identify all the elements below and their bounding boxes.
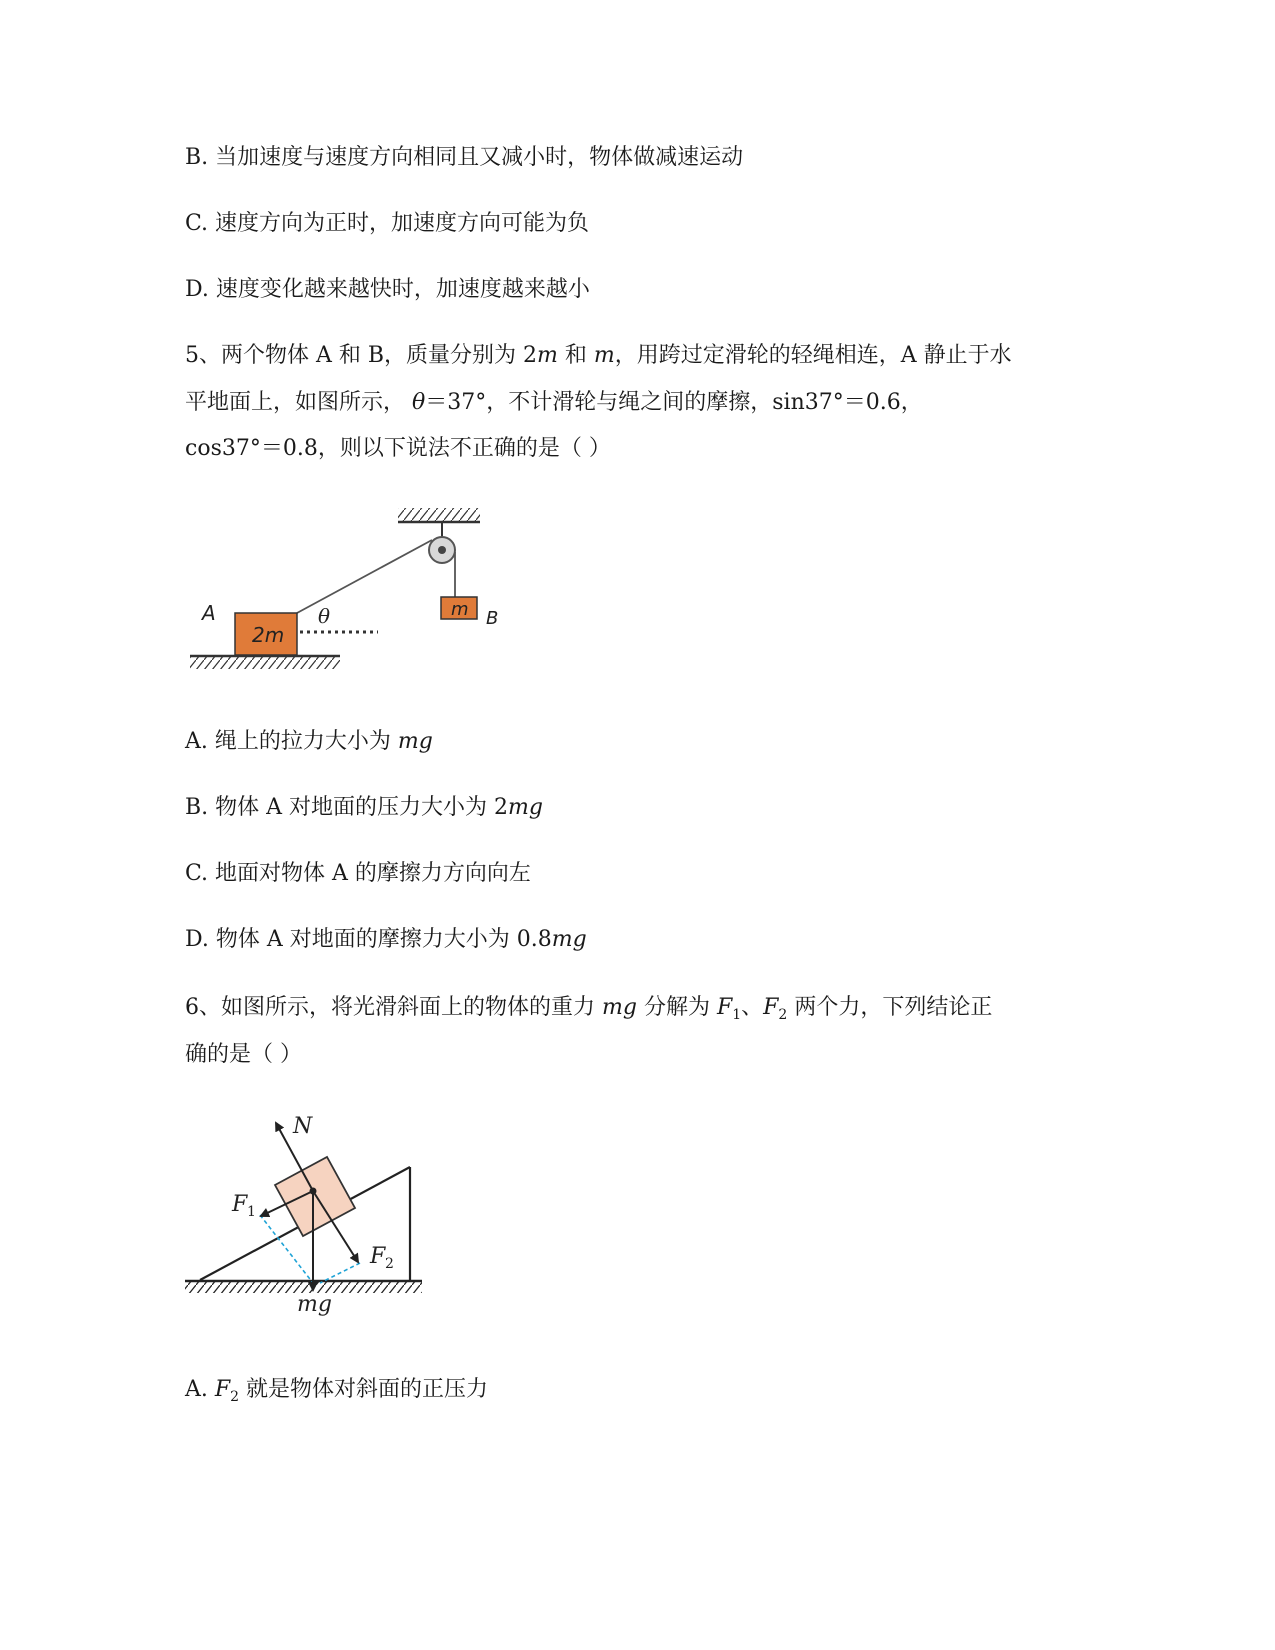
q6-f-symbol: F [214,1377,231,1402]
q5-option-a [185,727,433,757]
q6-option-a [185,1375,488,1412]
q5-theta-symbol: θ [412,390,426,415]
label-n: N [293,1114,313,1139]
box-a-label: 2m [252,623,285,647]
label-a: A [202,601,216,625]
q5-option-text: D. 物体 A 对地面的摩擦力大小为 0.8 [185,927,552,952]
q6-subscript: 2 [230,1389,240,1405]
q5-mass-symbol: m [593,343,615,368]
q6-subscript: 1 [732,1007,742,1023]
q5-option-text: A. 绳上的拉力大小为 [185,729,398,754]
ceiling-hatch [398,508,480,522]
box-b-label: m [451,599,469,620]
angle-theta: θ [318,604,331,628]
q6-stem-line2: 确的是（ ） [185,1042,302,1067]
block [275,1157,355,1236]
q4-option-c: C. 速度方向为正时，加速度方向可能为负 [185,211,590,236]
q6-f-symbol: F [763,995,779,1020]
block-center [310,1188,317,1195]
q5-option-symbol: mg [397,729,433,754]
q6-text: 两个力，下列结论正 [787,995,993,1020]
q4-option-b: B. 当加速度与速度方向相同且又减小时，物体做减速运动 [185,145,744,170]
q4-option-d: D. 速度变化越来越快时，加速度越来越小 [185,277,590,302]
pulley-axle [438,546,446,554]
q5-option-b [185,793,543,823]
q6-text: 分解为 [636,995,717,1020]
rope-inclined [297,540,432,613]
q5-text: ，用跨过定滑轮的轻绳相连，A 静止于水 [614,343,1012,368]
ground-hatch [190,657,340,669]
label-f1-sub: 1 [247,1204,256,1220]
q5-text: 和 [557,343,594,368]
q5-text: 平地面上，如图所示， [185,390,412,415]
q5-mass-symbol: m [537,343,558,368]
q5-figure [180,500,520,680]
q5-option-symbol: mg [508,795,543,820]
q6-f-symbol: F [716,995,733,1020]
label-mg: mg [297,1292,332,1317]
label-f1: F [232,1192,248,1217]
q5-option-text: B. 物体 A 对地面的压力大小为 2 [185,795,509,820]
q6-option-text: A. [185,1377,215,1402]
q6-text: 、 [741,995,764,1020]
q5-stem-line2 [185,388,923,418]
q5-stem-line3: cos37°＝0.8，则以下说法不正确的是（ ） [185,436,611,461]
q5-stem-line1 [185,341,1012,371]
q6-text: 6、如图所示，将光滑斜面上的物体的重力 [185,995,602,1020]
q6-stem-line1 [185,993,992,1030]
label-f2: F [370,1244,386,1269]
q5-text: ＝37°，不计滑轮与绳之间的摩擦，sin37°＝0.6， [425,390,923,415]
q5-text: 5、两个物体 A 和 B，质量分别为 2 [185,343,538,368]
label-f2-sub: 2 [385,1256,394,1272]
q6-subscript: 2 [778,1007,788,1023]
q6-mg-symbol: mg [602,995,637,1020]
q6-option-text: 就是物体对斜面的正压力 [239,1377,489,1402]
label-b: B [486,608,499,629]
q5-option-symbol: mg [551,927,587,952]
q5-option-c: C. 地面对物体 A 的摩擦力方向向左 [185,861,531,886]
q6-figure [180,1105,440,1325]
q5-option-d [185,925,587,955]
